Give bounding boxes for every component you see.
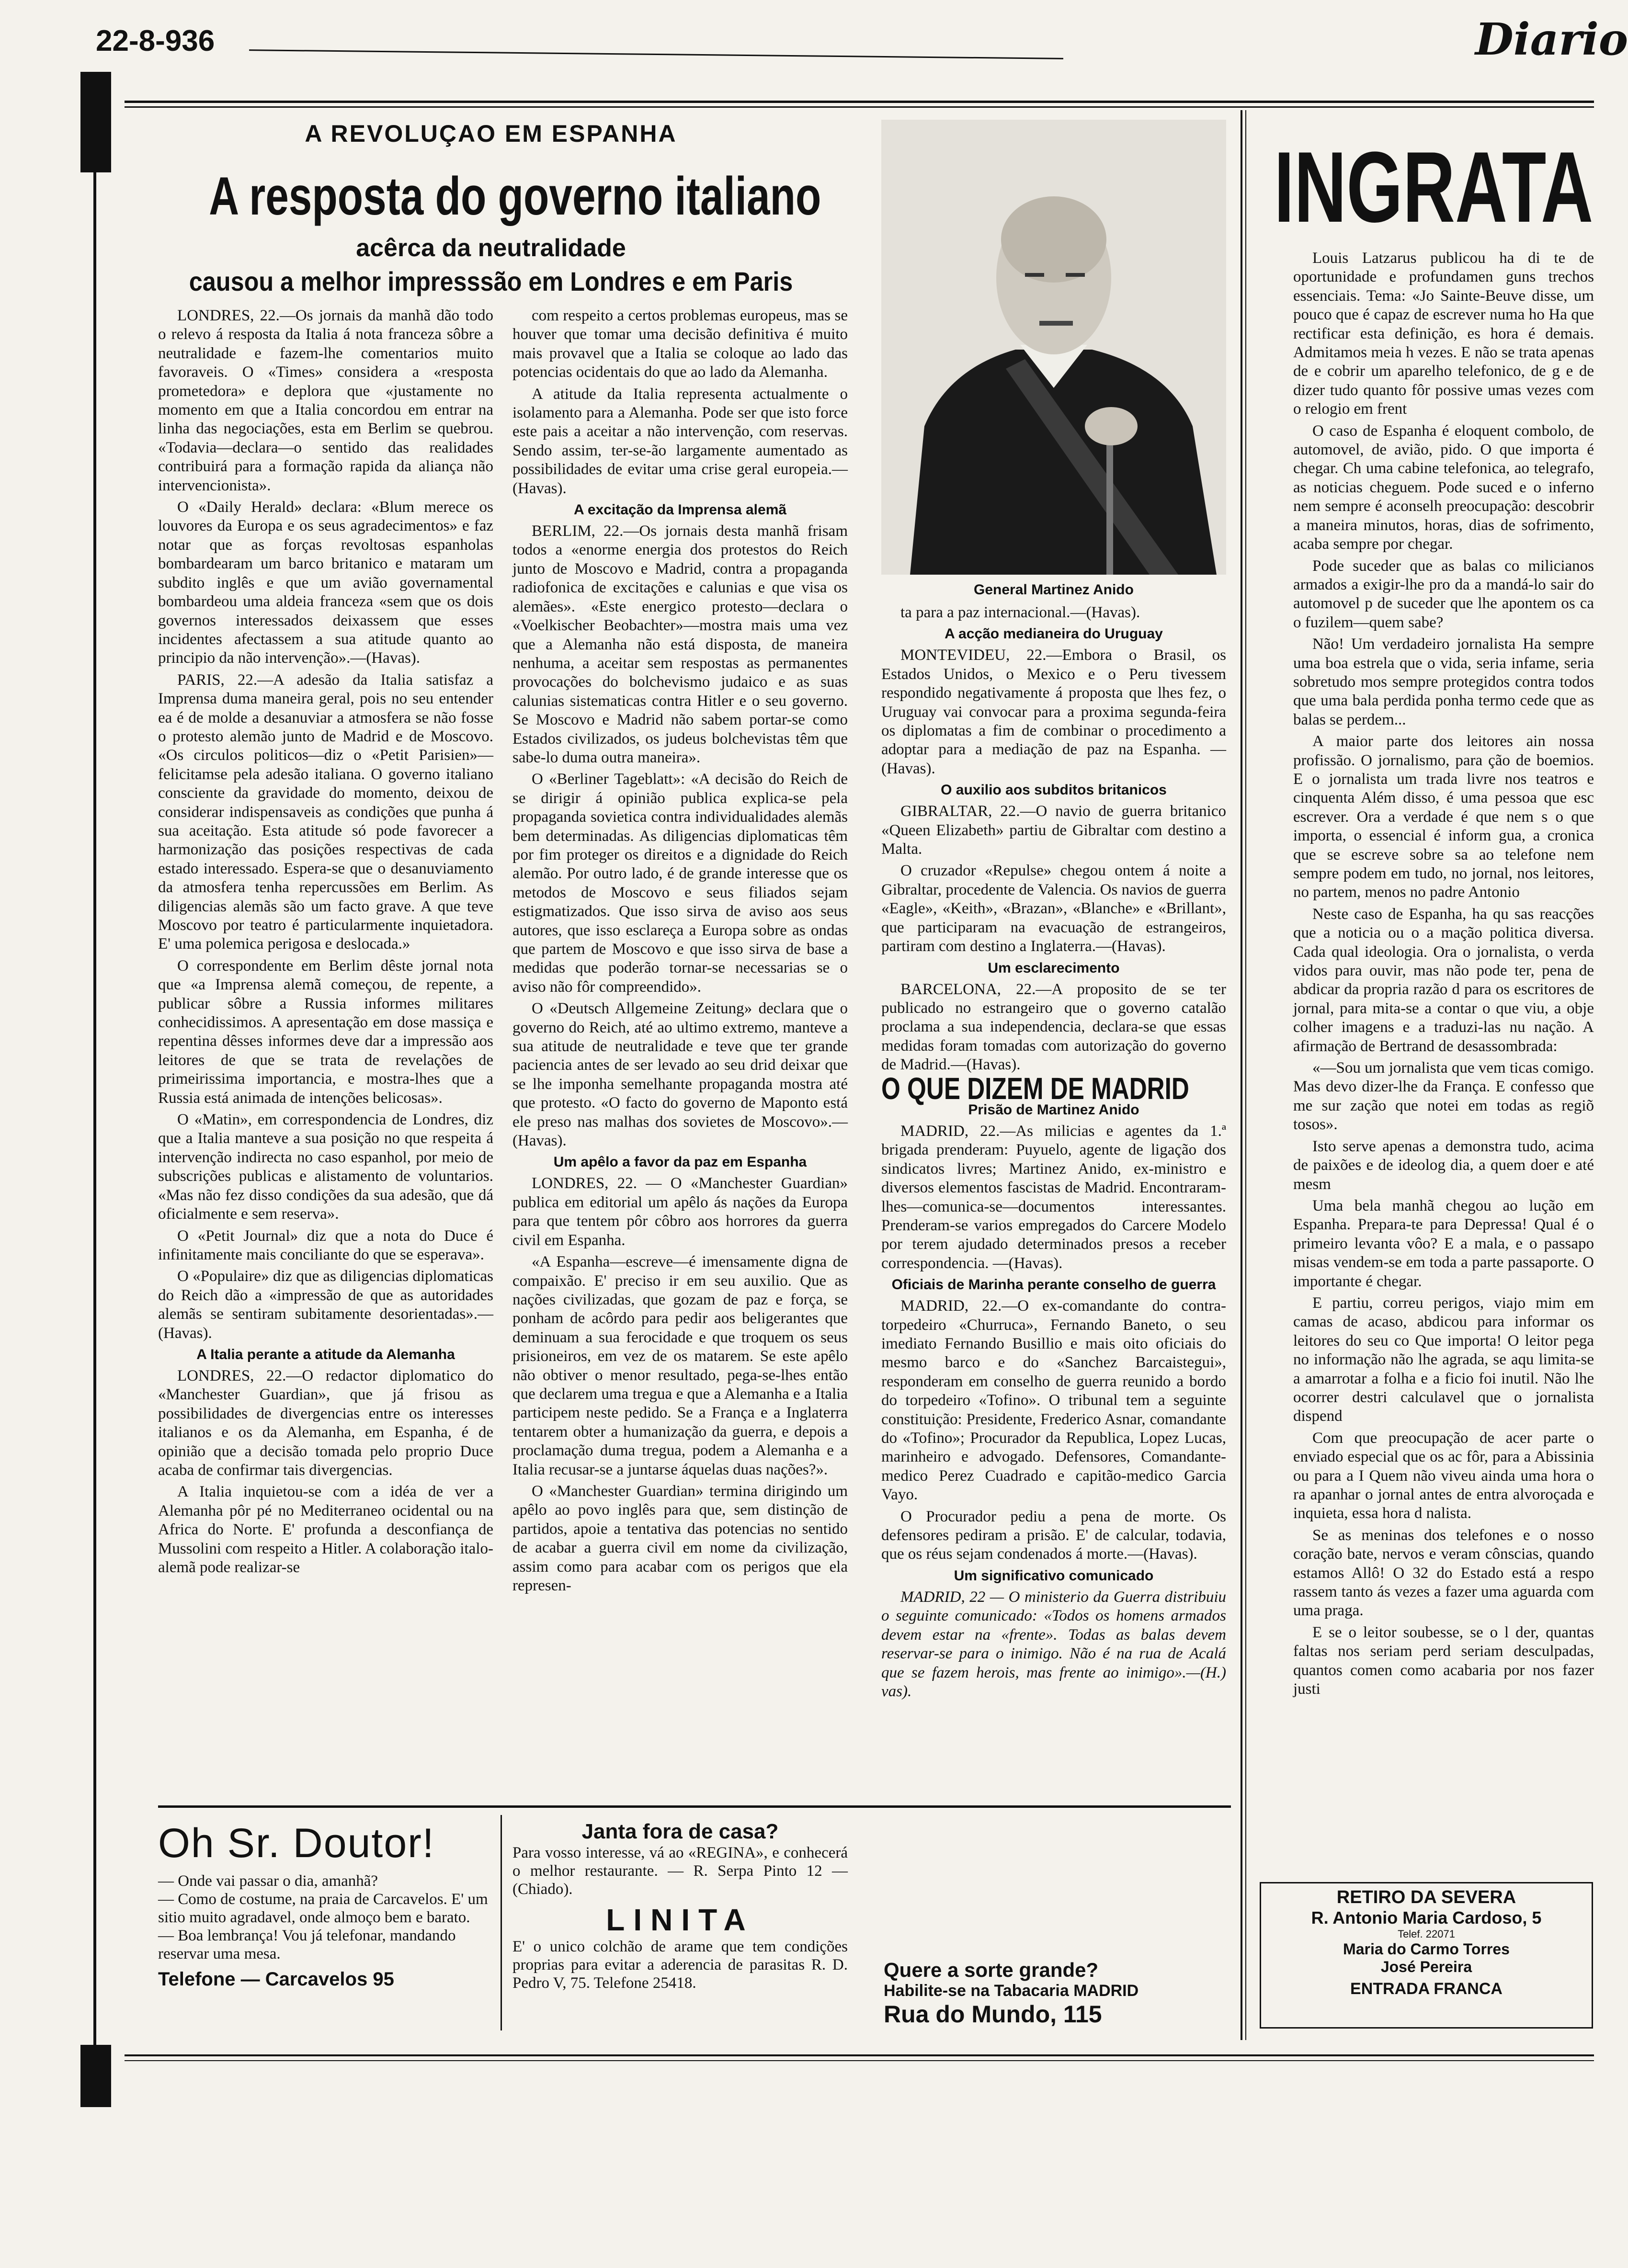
ad-janta (512, 1820, 848, 2021)
ad-linita-text: E' o unico colchão de arame que tem condições proprias para evitar a aderencia de parasitas R. D. Pedro V, 75. Telefone 25418. (512, 1938, 848, 1992)
ad-janta-title: Janta fora de casa? (581, 1820, 779, 1843)
paragraph: Neste caso de Espanha, ha qu sas reacções que a noticia ou o a mação politica diversa. Cada qual ideologia. Ora o jornalista, o verda vidos para ouvir, mas não pode ter, pena de abdicar da propria razão d para os escritores de jornal, para mita-se a contar o que viu, a obje colher imagens e a traduzi-las nu nação. A afirmação de Bertrand de desassombrada: (1293, 905, 1594, 1055)
portrait-photo (881, 120, 1226, 575)
paragraph: BERLIM, 22.—Os jornais desta manhã frisam todos a «enorme energia dos protestos do Reich junto de Moscovo e Madrid, contra a propaganda radiofonica de excitações e calunias e que visa os alemães». «Este energico protesto—declara o «Voelkischer Beobachter»—mostra mais uma vez que a Alemanha não está disposta, de maneira nenhuma, a aceitar sem respostas as permanentes provocações do bolchevismo judaico e as suas calunias sistematicas contra Hitler e o seu governo. Se Moscovo e Madrid não sabem portar-se como Estados civilizados, os judeus bolchevistas têm que sabe-lo duma outra maneira». (512, 522, 848, 766)
column-3 (881, 603, 1226, 1801)
ad-divider (501, 1815, 502, 2030)
ad-severa-line3: Telef. 22071 (1398, 1928, 1455, 1940)
masthead: Diario (1475, 13, 1628, 65)
ad-line: — Boa lembrança! Vou já telefonar, mandando reservar uma mesa. (158, 1927, 456, 1962)
ad-severa-line5: José Pereira (1380, 1958, 1472, 1975)
paragraph: O caso de Espanha é eloquent combolo, de automovel, de avião, pido. O que importa é chegar. Ch uma cabine telefonica, ao telegrafo, as noticias cheguem. Pode suced e o inferno nem sempre é aconselh preocupação: descobrir a maneira minutos, horas, dias de sofrimento, acaba sempre por chegar. (1293, 422, 1594, 553)
paragraph: PARIS, 22.—A adesão da Italia satisfaz a Imprensa duma maneira geral, pois no seu entender ea é de molde a desanuviar a atmosfera se não fosse o protesto alemão junto de Madrid e de Moscovo. «Os circulos politicos—diz o «Petit Parisien»—felicitamse pela adesão italiana. O governo italiano consciente da gravidade do momento, deixou de considerar indispensaveis as condições que punha á sua aceitação. Esta atitude só pode favorecer a harmonização das posições respectivas de cada estado interessado. Espera-se que o desanuviamento da atmosfera tenha repercussões em Berlim. As diligencias alemãs são um facto grave. A que teve Moscovo por teatro é particularmente inquietadora. E' uma polemica perigosa e deslocada.» (158, 671, 493, 953)
ad-linita-title: LINITA (606, 1903, 754, 1937)
ad-line: — Onde vai passar o dia, amanhã? (158, 1872, 378, 1890)
top-rule (125, 101, 1594, 103)
paragraph: A Italia inquietou-se com a idéa de ver a Alemanha pôr pé no Mediterraneo ocidental ou na Africa do Norte. E' profunda a desconfiança de Mussolini com respeito a Hitler. A colaboração italo-alemã pode realizar-se (158, 1483, 493, 1576)
ad-severa-line2: R. Antonio Maria Cardoso, 5 (1311, 1908, 1542, 1928)
ad-doutor-phone: Telefone — Carcavelos 95 (158, 1969, 394, 1990)
paragraph: Com que preocupação de acer parte o enviado especial que os ac fôr, para a Abissinia ou para a I Quem não viveu ainda uma hora o ra apanhar o jornal antes de entra alvoroçada e inquieta, essa hora d nalista. (1293, 1429, 1594, 1522)
paragraph: Pode suceder que as balas co milicianos armados a exigir-lhe pro da a mandá-lo sair do automovel p de suceder que lhe apontem os ca o fuzilem—quem sabe? (1293, 557, 1594, 631)
section-heading: A acção medianeira do Uruguay (945, 626, 1163, 642)
section-heading: A excitação da Imprensa alemã (573, 502, 787, 518)
ad-severa-line6: ENTRADA FRANCA (1350, 1980, 1503, 1998)
column-rule-thin (1245, 110, 1246, 2040)
ads-rule (158, 1805, 1231, 1808)
madrid-heading: O QUE DIZEM DE MADRID (881, 1071, 1189, 1106)
paragraph: A maior parte dos leitores ain nossa profissão. O jornalismo, para ção de boemios. E o jornalista um trada livre nos teatros e cinquenta Além disso, é uma pessoa que esc escrever. Ora a verdade é que nem s o que importa, o essencial é inform gua, a cronica que se escreve sobre sa ao telefone nem sempre podem em tudo, no jornal, nos leitores, no partem, menos no padre Antonio (1293, 733, 1594, 901)
paragraph: LONDRES, 22.—O redactor diplomatico do «Manchester Guardian», que já frisou as possibilidades de divergencias entre os interesses italianos e os da Alemanha, em Espanha, é de opinião que a decisão tomada pelo proprio Duce acaba de confirmar tais divergencias. (158, 1367, 493, 1479)
ad-sorte-line3: Rua do Mundo, 115 (884, 2001, 1102, 2028)
bottom-rule-thin (125, 2060, 1594, 2061)
ad-sorte-line1: Quere a sorte grande? (884, 1959, 1099, 1981)
margin-bar-bottom (80, 2045, 111, 2107)
margin-rule (93, 168, 96, 2050)
ad-doutor-body (158, 1872, 493, 1963)
subheadline-2: causou a melhor impresssão em Londres e em Paris (189, 266, 793, 296)
section-heading: Um esclarecimento (988, 960, 1120, 976)
section-heading: O auxilio aos subditos britanicos (941, 782, 1167, 798)
paragraph: E partiu, correu perigos, viajo mim em camas de acaso, abdicou para informar os leitores do seu co Que importa! O leitor pega no informação não lhe agrada, se aqu limita-se a amarrotar a folha e a ficio foi inutil. Não lhe ocorrer destri calculavel que o jornalista dispend (1293, 1294, 1594, 1425)
top-rule-thin (125, 106, 1594, 108)
paragraph: Louis Latzarus publicou ha di te de oportunidade e profundamen guns trechos essenciais. Tema: «Jo Sainte-Beuve disse, um pouco que é capaz de escrever numa ho Ha que rectificar esta definição, es hora é demais. Admitamos meia h vezes. E não se trata apenas de e cobrir um aparelho telefonico, de g e de dizer tudo quanto fôr possive umas vezes com o relogio em frent (1293, 249, 1594, 418)
paragraph: E se o leitor soubesse, se o l der, quantas faltas nos seriam perd seriam desculpadas, quantos comen como acabaria por nos fazer justi (1293, 1623, 1594, 1698)
paragraph: MADRID, 22 — O ministerio da Guerra distribuiu o seguinte comunicado: «Todos os homens armados devem estar na «frente». Todas as balas devem reservar-se para o inimigo. Não é na rua de Acalá que se fazem herois, mas frente ao inimigo».—(H.) vas). (881, 1588, 1226, 1700)
paragraph: Uma bela manhã chegou ao lução em Espanha. Prepara-te para Depressa! Qual é o primeiro levanta vôo? E a mala, e o passapo misas vendem-se em toda a parte passaporte. O importante é chegar. (1293, 1197, 1594, 1290)
paragraph: Não! Um verdadeiro jornalista Ha sempre uma boa estrela que o vida, seria infame, seria sobretudo mos sempre protegidos contra todos que uma bala perdida ponha termo cede que as balas se perdem... (1293, 635, 1594, 728)
paragraph: LONDRES, 22.—Os jornais da manhã dão todo o relevo á resposta da Italia á nota franceza sôbre a neutralidade e fazem-lhe comentarios muito favoraveis. O «Times» considera a «resposta prometedora» e deplora que «justamente no momento em que a Italia concordou em entrar na linha das negociações, esta em Berlim se quebrou. «Todavia—declara—o sentido das realidades contribuirá para a formação rapida da aliança não intervencionista». (158, 307, 493, 494)
page-date: 22-8-936 (96, 24, 215, 57)
paragraph: O «Berliner Tageblatt»: «A decisão do Reich de se dirigir á opinião publica explica-se pela propaganda sovietica contra individualidades alemãs bem determinadas. As diligencias diplomaticas têm por fim proteger os direitos e a dignidade do Reich alemão. Por outro lado, é de grande interesse que os metodos de Moscovo e seus filiados sejam estigmatizados. Que isso sirva de aviso aos seus autores, que isso esclareça a Europa sobre as ondas que partem de Moscovo e que isso sirva de base a medidas que poderão tornar-se necessarias se o aviso não fôr compreendido». (512, 771, 848, 996)
ad-sorte (884, 1959, 1229, 2030)
paragraph: O cruzador «Repulse» chegou ontem á noite a Gibraltar, procedente de Valencia. Os navios de guerra «Eagle», «Keith», «Brazan», «Blanche» e «Brillant», que participaram na evacuação de estrangeiros, partiram com destino a Inglaterra.—(Havas). (881, 862, 1226, 955)
margin-bar-top (80, 72, 111, 172)
ad-severa-line1: RETIRO DA SEVERA (1336, 1887, 1516, 1907)
ad-line: — Como de costume, na praia de Carcavelos. E' um sitio muito agradavel, onde almoço bem e barato. (158, 1891, 488, 1926)
paragraph: ta para a paz internacional.—(Havas). (900, 604, 1140, 621)
paragraph: MADRID, 22.—As milicias e agentes da 1.ª brigada prenderam: Puyuelo, agente de ligação dos sindicatos livres; Martinez Anido, ex-ministro e diversos elementos fascistas de Madrid. Encontraram-lhes—comunica-se—documentos interessantes. Prenderam-se varios empregados do Carcere Modelo por terem ajudado determinados presos a receber correspondencia. —(Havas). (881, 1122, 1226, 1272)
headline: A resposta do governo italiano (209, 166, 821, 226)
portrait-image (881, 120, 1226, 575)
paragraph: Isto serve apenas a demonstra tudo, acima de paixões e de ideolog dia, a quem doer e até mesm (1293, 1137, 1594, 1193)
paragraph: com respeito a certos problemas europeus, mas se houver que tomar uma decisão definitiva é muito mais provavel que a Italia se coloque ao lado das potencias ocidentais do que ao lado da Alemanha. (512, 307, 848, 381)
paragraph: «—Sou um jornalista que vem ticas comigo. Mas devo dizer-lhe da França. E confesso que me sur zação que notei em todas as regiõ tosos». (1293, 1059, 1594, 1134)
photo-caption: General Martinez Anido (974, 582, 1134, 598)
ingrata-title: INGRATA (1274, 131, 1594, 243)
ad-doutor (158, 1820, 493, 2021)
header-scratch (249, 49, 1063, 59)
section-heading: Oficiais de Marinha perante conselho de guerra (891, 1277, 1216, 1293)
paragraph: A atitude da Italia representa actualmente o isolamento para a Alemanha. Pode ser que isto force este pais a aceitar a não intervenção, com reservas. Sendo assim, ter-se-ão largamente aumentado as possibilidades de evitar uma crise geral europeia.—(Havas). (512, 385, 848, 497)
column-1 (158, 306, 493, 1796)
column-rule (1241, 110, 1242, 2040)
ad-sorte-line2: Habilite-se na Tabacaria MADRID (884, 1982, 1139, 2000)
subheadline-1: acêrca da neutralidade (356, 234, 626, 262)
section-heading: Um apêlo a favor da paz em Espanha (553, 1154, 807, 1170)
paragraph: O «Deutsch Allgemeine Zeitung» declara que o governo do Reich, até ao ultimo extremo, manteve a sua atitude de neutralidade e teve que ter grande paciencia antes de ser levado ao seu drid deixar que se lhe imponha semelhante propaganda mostra até que protesto. «O facto do governo de Maponto está ele preso nas malhas dos sovietes de Moscovo».—(Havas). (512, 1000, 848, 1150)
section-heading: Prisão de Martinez Anido (968, 1101, 1139, 1118)
section-kicker: A REVOLUÇAO EM ESPANHA (305, 120, 677, 147)
paragraph: BARCELONA, 22.—A proposito de se ter publicado no estrangeiro que o governo catalão proclama a sua independencia, declara-se que essas medidas foram tomadas com autorização do governo de Madrid.—(Havas). (881, 980, 1226, 1074)
paragraph: «A Espanha—escreve—é imensamente digna de compaixão. E' preciso ir em seu auxilio. Que as nações civilizadas, que gozam de paz e força, se ponham de acôrdo para pedir aos beligerantes que deminuam a sua ferocidade e que troquem os seus prisioneiros, em vez de os matarem. Se este apêlo não obtiver o menor resultado, pega-se-lhes então que declarem uma tregua e que a Alemanha e a Italia participem neste pedido. Se a França e a Inglaterra tentarem obter a humanização da guerra, e depois a proclamação duma tregua, podem a Alemanha e a Italia recusar-se a juntarse áquelas duas nações?». (512, 1253, 848, 1478)
paragraph: O «Manchester Guardian» termina dirigindo um apêlo ao povo inglês para que, sem distinção de partidos, apoie a tentativa das potencias no sentido de acabar a guerra civil em nome da civilização, assim como para acabar com os perigos que ela represen- (512, 1482, 848, 1594)
ad-severa-line4: Maria do Carmo Torres (1343, 1940, 1510, 1958)
section-heading: A Italia perante a atitude da Alemanha (196, 1346, 455, 1362)
paragraph: O «Matin», em correspondencia de Londres, diz que a Italia manteve a sua posição no que respeita á intervenção indirecta no caso espanhol, por meio de subscrições publicas e alistamento de voluntarios. «Mas não fez disso condições da sua adesão, que dá oficialmente e sem reserva». (158, 1111, 493, 1223)
paragraph: MADRID, 22.—O ex-comandante do contra-torpedeiro «Churruca», Fernando Baneto, o seu imediato Fernando Busillio e mais oito oficiais do mesmo barco e do «Sanchez Barcaistegui», responderam em conselho de guerra reunido a bordo do torpedeiro «Tofino». O tribunal tem a seguinte constituição: Presidente, Frederico Asnar, comandante do «Tofino»; Procurador da Republica, Lopez Lucas, marinheiro e advogado. Defensores, Comandante-medico Perez Cuadrado e capitão-medico Garcia Vayo. (881, 1297, 1226, 1504)
paragraph: O «Populaire» diz que as diligencias diplomaticas do Reich dão a «impressão de que as autoridades alemãs se sentiram subitamente desorientadas».—(Havas). (158, 1268, 493, 1342)
paragraph: O «Daily Herald» declara: «Blum merece os louvores da Europa e os seus agradecimentos» e faz notar que as forças revoltosas espanholas bombardearam um barco britanico e mataram um subdito inglês e que um avião governamental bombardeou uma aldeia franceza «sem que os dois governos interessados deixassem que esses incidentes afectassem a sua atitude quanto ao principio da não intervenção».—(Havas). (158, 499, 493, 667)
ad-doutor-title: Oh Sr. Doutor! (158, 1820, 435, 1866)
column-2 (512, 306, 848, 1796)
paragraph: Se as meninas dos telefones e o nosso coração bate, nervos e veram cônscias, quando estamos Allô! O 32 do Estado está a respo rassem tanto ás vezes a fazer uma aguarda com uma praga. (1293, 1526, 1594, 1620)
paragraph: MONTEVIDEU, 22.—Embora o Brasil, os Estados Unidos, o Mexico e o Peru tivessem respondido negativamente á proposta que lhes fez, o Uruguay vai convocar para a proxima segunda-feira os diplomatas a fim de combinar o procedimento a adoptar para a mediação de paz na Espanha. —(Havas). (881, 646, 1226, 777)
ad-severa (1260, 1882, 1593, 2029)
bottom-rule (125, 2054, 1594, 2056)
paragraph: O correspondente em Berlim dêste jornal nota que «a Imprensa alemã começou, de repente, a publicar sôbre a Russia informes militares conhecidissimos. A apresentação em dose massiça e repentina dêsses informes deve dar a impressão aos leitores de que se trata de revelações de primeirissima importancia, e mostra-lhes que a Russia está animada de intenções belicosas». (158, 957, 493, 1107)
ad-janta-text: Para vosso interesse, vá ao «REGINA», e conhecerá o melhor restaurante. — R. Serpa Pinto 12 — (Chiado). (512, 1844, 848, 1898)
paragraph: O «Petit Journal» diz que a nota do Duce é infinitamente mais conciliante do que se esperava». (158, 1227, 493, 1263)
paragraph: GIBRALTAR, 22.—O navio de guerra britanico «Queen Elizabeth» partiu de Gibraltar com destino a Malta. (881, 803, 1226, 858)
section-heading: Um significativo comunicado (954, 1567, 1154, 1584)
paragraph: O Procurador pediu a pena de morte. Os defensores pediram a prisão. E' de calcular, todavia, que os réus sejam condenados á morte.—(Havas). (881, 1508, 1226, 1563)
paragraph: LONDRES, 22. — O «Manchester Guardian» publica em editorial um apêlo ás nações da Europa para que tentem pôr côbro aos horrores da guerra civil em Espanha. (512, 1175, 848, 1249)
column-4 (1293, 249, 1594, 1810)
